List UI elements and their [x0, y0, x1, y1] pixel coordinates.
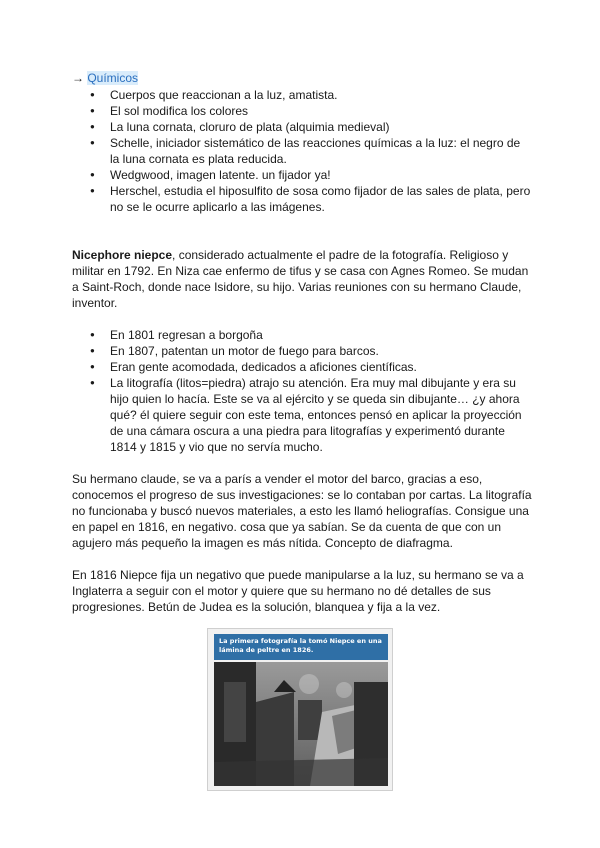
list-item: ● El sol modifica los colores — [72, 103, 532, 119]
section-heading — [72, 70, 138, 86]
paragraph-text: , considerado actualmente el padre de la fotografía. Religioso y militar en 1792. En Niza cae enfermo de tifus y se casa con Agnes Romeo. Se mudan a Saint-Roch, donde nace Isidore, su hijo. Varias reuniones con su hermano Claude, inventor. — [72, 248, 529, 310]
list-item: ● La litografía (litos=piedra) atrajo su atención. Era muy mal dibujante y era su hijo quien lo hacía. Este se va al ejército y se queda sin dibujante… ¿y ahora qué? él quiere seguir con este tema, entonces pensó en aplicar la proyección de una cámara oscura a una piedra para litografías y experimentó durante 1814 y 1815 y vio que no servía mucho. — [72, 375, 532, 455]
first-photograph-image — [214, 662, 388, 786]
claude-paragraph: Su hermano claude, se va a parís a vender el motor del barco, gracias a eso, conocemos el progreso de sus investigaciones: se lo contaban por cartas. La litografía no funcionaba y buscó nuevos materiales, a esto les llamó heliografías. Consigue una en papel en 1816, en negativo. cosa que ya sabían. Se da cuenta de que con un agujero más pequeño la imagen es más nítida. Concepto de diafragma. — [72, 472, 532, 550]
list-item: ● En 1807, patentan un motor de fuego para barcos. — [72, 343, 532, 359]
section-title[interactable]: Químicos — [87, 71, 139, 85]
list-item: ● Eran gente acomodada, dedicados a aficiones científicas. — [72, 359, 532, 375]
list-item: ● Schelle, iniciador sistemático de las reacciones químicas a la luz: el negro de la luna cornata es plata reducida. — [72, 135, 532, 167]
niepce-list — [72, 327, 532, 455]
chemicals-list — [72, 87, 532, 215]
niepce-paragraph — [72, 247, 532, 311]
list-item: ● En 1801 regresan a borgoña — [72, 327, 532, 343]
list-item: ● Herschel, estudia el hiposulfito de sosa como fijador de las sales de plata, pero no se le ocurre aplicarlo a las imágenes. — [72, 183, 532, 215]
list-item: ● Wedgwood, imagen latente. un fijador ya! — [72, 167, 532, 183]
first-photo-figure — [207, 628, 393, 791]
bitumen-paragraph: En 1816 Niepce fija un negativo que puede manipularse a la luz, su hermano se va a Inglaterra a seguir con el motor y quiere que su hermano no dé detalles de sus progresiones. Betún de Judea es la solución, blanquea y fija a la vez. — [72, 568, 524, 614]
figure-caption: La primera fotografía la tomó Niepce en una lámina de peltre en 1826. — [214, 634, 388, 660]
arrow-icon: → — [72, 71, 84, 85]
list-item: ● Cuerpos que reaccionan a la luz, amatista. — [72, 87, 532, 103]
list-item: ● La luna cornata, cloruro de plata (alquimia medieval) — [72, 119, 532, 135]
bold-name: Nicephore niepce — [72, 248, 173, 262]
